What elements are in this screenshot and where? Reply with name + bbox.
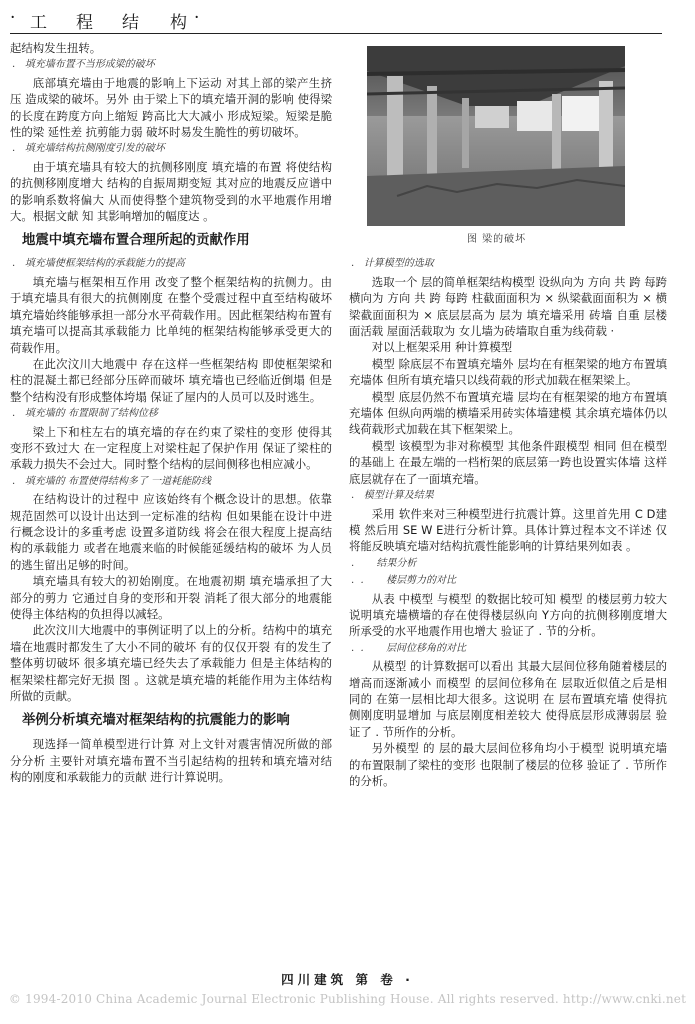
paragraph: 另外模型 的 层的最大层间位移角均小于模型 说明填充墙的布置限制了梁柱的变形 也限制了楼层的位移 验证了 . 节所作的分析。 bbox=[349, 741, 667, 788]
paragraph: 填充墙与框架相互作用 改变了整个框架结构的抗侧力。由于填充墙具有很大的抗侧刚度 在整个受震过程中直至结构破坏 填充墙始终能够承担一部分水平荷载作用。因此框架结构布置有填充墙可以提高其承载能力 比单纯的框架结构能够承受更大的荷载作用。 bbox=[10, 274, 332, 355]
paragraph: 由于填充墙具有较大的抗侧移刚度 填充墙的布置 将使结构的抗侧移刚度增大 结构的自振周期变短 其对应的地震反应谱中的影响系数将偏大 从而使得整个建筑物受到的水平地震作用增大。根据文献 知 其影响增加的幅度达 。 bbox=[10, 159, 332, 224]
paragraph: 填充墙具有较大的初始刚度。在地震初期 填充墙承担了大部分的剪力 它通过自身的变形和开裂 消耗了很大部分的地震能 使得主体结构的负担得以减轻。 bbox=[10, 574, 332, 621]
paragraph: 选取一个 层的简单框架结构模型 设纵向为 方向 共 跨 每跨 横向为 方向 共 跨 每跨 柱截面面积为 × 纵梁截面面积为 × 横梁截面面积为 × 底层层高为 层为 填充墙采用 砖墙 自重 层楼面活载 屋面活载取为 女儿墙为砖墙取自重为线荷载 · bbox=[349, 274, 667, 339]
header-char: · bbox=[194, 8, 202, 28]
beam-damage-photo bbox=[367, 46, 625, 226]
subsection-heading: . 填充墙使框架结构的承载能力的提高 bbox=[12, 258, 185, 270]
header-char: 构 bbox=[170, 13, 189, 33]
paragraph: 模型 底层仍然不布置填充墙 层均在有框架梁的地方布置填充墙体 但纵向两端的横墙采用砖实体墙建模 其余填充墙体仍以线荷载形式加载在其下框架梁上。 bbox=[349, 389, 667, 437]
paragraph: 在此次汶川大地震中 存在这样一些框架结构 即使框架梁和柱的混凝土都已经部分压碎而破坏 填充墙也已经临近倒塌 但是整个结构没有形成整体垮塌 保证了屋内的人员可以及时逃生。 bbox=[10, 356, 332, 404]
section-heading: 举例分析填充墙对框架结构的抗震能力的影响 bbox=[22, 713, 290, 729]
subsection-heading: . 计算模型的选取 bbox=[351, 258, 434, 270]
copyright-watermark: © 1994-2010 China Academic Journal Electronic Publishing House. All rights reserved. http://www.cnki.net bbox=[8, 992, 687, 1006]
paragraph: 从表 中模型 与模型 的数据比较可知 模型 的楼层剪力较大 说明填充墙横墙的存在使得楼层纵向 Y方向的抗侧移刚度增大 所承受的水平地震作用也增大 验证了 . 节的分析。 bbox=[349, 591, 667, 639]
running-header bbox=[10, 6, 660, 32]
subsection-heading: . 填充墙的 布置使得结构多了 一道耗能防线 bbox=[12, 475, 212, 487]
subsection-heading: . 填充墙的 布置限制了结构位移 bbox=[12, 408, 158, 420]
paragraph: 对以上框架采用 种计算模型 bbox=[371, 340, 513, 355]
section-heading: 地震中填充墙布置合理所起的贡献作用 bbox=[22, 233, 250, 249]
paragraph: 起结构发生扭转。 bbox=[10, 41, 102, 55]
header-char: 程 bbox=[76, 13, 95, 33]
header-char: 结 bbox=[122, 13, 141, 33]
paragraph: 模型 除底层不布置填充墙外 层均在有框架梁的地方布置填充墙体 但所有填充墙只以线荷载的形式加载在框架梁上。 bbox=[349, 356, 667, 388]
paragraph: 此次汶川大地震中的事例证明了以上的分析。结构中的填充墙在地震时都发生了大小不同的破坏 有的仅仅开裂 有的发生了整体剪切破坏 很多填充墙已经失去了承载能力 但是主体结构的框架梁柱都完好无损 图 。这就是填充墙的耗能作用为主体结构所做的贡献。 bbox=[10, 623, 332, 704]
subsection-heading: . 填充墙布置不当形成梁的破坏 bbox=[12, 59, 155, 71]
paragraph: 采用 软件来对三种模型进行抗震计算。这里首先用 C D建模 然后用 SE W E进行分析计算。具体计算过程本文不详述 仅将能反映填充墙对结构抗震性能影响的计算结果列如表 。 bbox=[349, 506, 667, 554]
paragraph: 现选择一简单模型进行计算 对上文针对震害情况所做的部分分析 主要针对填充墙布置不当引起结构的扭转和填充墙对结构的刚度和承载能力的贡献 进行计算说明。 bbox=[10, 737, 332, 785]
header-char: · bbox=[10, 8, 18, 28]
header-rule bbox=[10, 33, 662, 34]
subsection-heading: . 填充墙结构抗侧刚度引发的破坏 bbox=[12, 143, 165, 155]
subsection-heading: . 模型计算及结果 bbox=[351, 490, 434, 502]
paragraph: 在结构设计的过程中 应该始终有个概念设计的思想。依靠规范固然可以设计出达到一定标准的结构 但如果能在设计中进行概念设计的多重考虑 设置多道防线 将会在很大程度上提高结构的承载能力 或者在地震来临的时候能延缓结构的破坏 为人员的逃生留出足够的时间。 bbox=[10, 492, 332, 572]
subsection-heading: . 结果分析 bbox=[351, 557, 417, 569]
header-char: 工 bbox=[30, 13, 49, 33]
right-column bbox=[349, 40, 667, 789]
subsection-heading: . . 楼层剪力的对比 bbox=[351, 575, 456, 587]
paragraph: 梁上下和柱左右的填充墙的存在约束了梁柱的变形 使得其变形不致过大 在一定程度上对梁柱起了保护作用 保证了梁柱的承载力损失不会过大。同时整个结构的层间侧移也相应减小。 bbox=[10, 424, 332, 472]
page-footer: 四川建筑 第 卷 · bbox=[281, 972, 414, 987]
figure-caption: 图 梁的破坏 bbox=[467, 234, 527, 245]
subsection-heading: . . 层间位移角的对比 bbox=[351, 642, 466, 654]
paragraph: 模型 该模型为非对称模型 其他条件跟模型 相同 但在模型 的基础上 在最左端的一档桁架的底层第一跨也设置实体墙 这样底层就存在了一面填充墙。 bbox=[349, 438, 667, 486]
paragraph: 从模型 的计算数据可以看出 其最大层间位移角随着楼层的增高而逐渐减小 而模型 的层间位移角在 层取近似值之后是相同的 在第一层相比却大很多。这说明 在 层布置填充墙 使得抗侧刚度明显增加 与底层刚度相差较大 使得底层形成薄弱层 验证了 . 节所作的分析。 bbox=[349, 659, 667, 739]
left-column bbox=[10, 40, 332, 786]
paragraph: 底部填充墙由于地震的影响上下运动 对其上部的梁产生挤压 造成梁的破坏。另外 由于梁上下的填充墙开洞的影响 使得梁的长度在跨度方向上缩短 跨高比大大减小 形成短梁。短梁是脆性的梁 延性差 抗剪能力弱 破坏时易发生脆性的剪切破坏。 bbox=[10, 75, 332, 140]
